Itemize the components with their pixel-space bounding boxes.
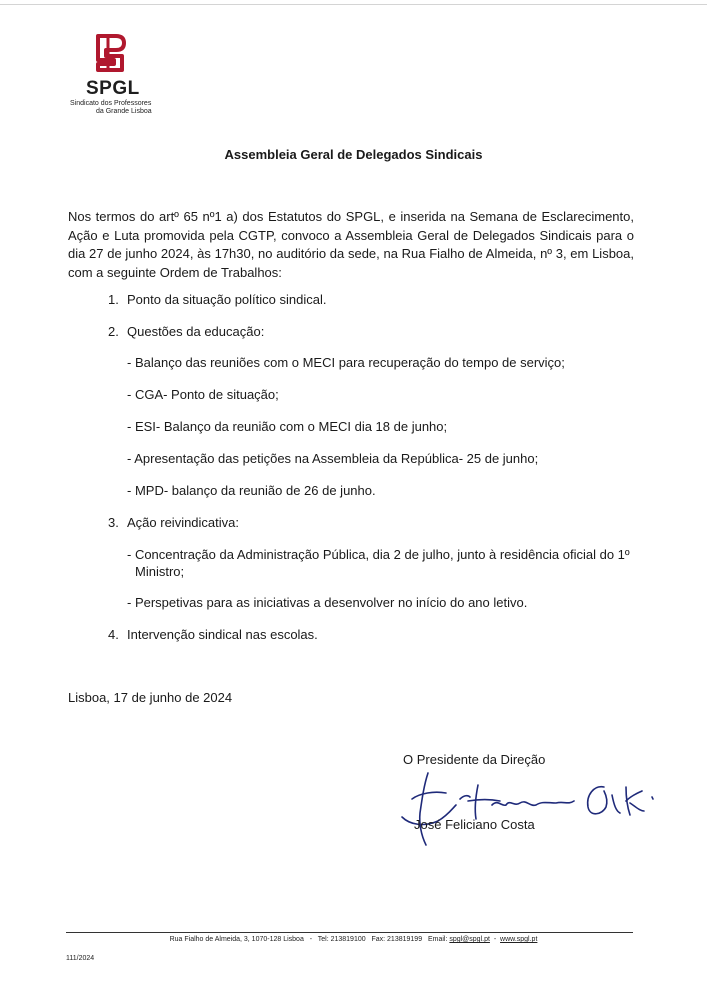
document-reference: 111/2024 [66,955,95,962]
intro-paragraph: Nos termos do artº 65 nº1 a) dos Estatutos do SPGL, e inserida na Semana de Esclarecimento, Ação e Luta promovida pela CGTP, convoco a Assembleia Geral de Delegados Sindicais para o dia 27 de junho 2024, às 17h30, no auditório da sede, na Rua Fialho de Almeida, nº 3, em Lisboa, com a seguinte Ordem de Trabalhos: [68,209,634,280]
top-rule [0,4,707,5]
agenda-number: 1. [108,292,119,307]
signatory-name: José Feliciano Costa [414,817,535,832]
agenda-item: Intervenção sindical nas escolas. [127,627,318,642]
footer-email-label: Email: [427,936,448,943]
logo-subtitle-line1: Sindicato dos Professores [70,100,152,107]
agenda-item: Questões da educação: [127,324,265,339]
handwritten-signature [390,765,670,855]
agenda-subitem: - Apresentação das petições na Assembleia da República- 25 de junho; [127,451,539,466]
spgl-logo [66,32,156,115]
agenda-number: 4. [108,627,119,642]
footer-web-link[interactable]: www.spgl.pt [500,936,538,943]
agenda-subitem-continuation: Ministro; [135,564,185,579]
agenda-subitem: - CGA- Ponto de situação; [127,387,279,402]
spgl-emblem-icon [92,32,130,74]
footer-separator: - [309,936,313,943]
footer-contact [0,936,707,943]
footer-rule [66,932,633,933]
document-title: Assembleia Geral de Delegados Sindicais [224,147,483,162]
footer-tel: Tel: 213819100 [317,936,366,943]
agenda-subitem: - ESI- Balanço da reunião com o MECI dia 18 de junho; [127,419,448,434]
agenda-subitem: - MPD- balanço da reunião de 26 de junho. [127,483,376,498]
agenda-item: Ponto da situação político sindical. [127,292,327,307]
agenda-subitem: - Concentração da Administração Pública, dia 2 de julho, junto à residência oficial do 1º [127,547,630,562]
signatory-role: O Presidente da Direção [403,752,546,767]
footer-separator: - [493,936,497,943]
agenda-subitem: - Balanço das reuniões com o MECI para recuperação do tempo de serviço; [127,355,565,370]
agenda-number: 3. [108,515,119,530]
agenda-number: 2. [108,324,119,339]
place-date: Lisboa, 17 de junho de 2024 [68,690,233,705]
footer-fax: Fax: 213819199 [371,936,423,943]
logo-subtitle-line2: da Grande Lisboa [96,108,152,115]
footer-email-link[interactable]: spgl@spgl.pt [449,936,490,943]
logo-acronym: SPGL [86,78,140,99]
agenda-subitem: - Perspetivas para as iniciativas a desenvolver no início do ano letivo. [127,595,528,610]
footer-address: Rua Fialho de Almeida, 3, 1070-128 Lisboa [169,936,304,943]
agenda-item: Ação reivindicativa: [127,515,239,530]
